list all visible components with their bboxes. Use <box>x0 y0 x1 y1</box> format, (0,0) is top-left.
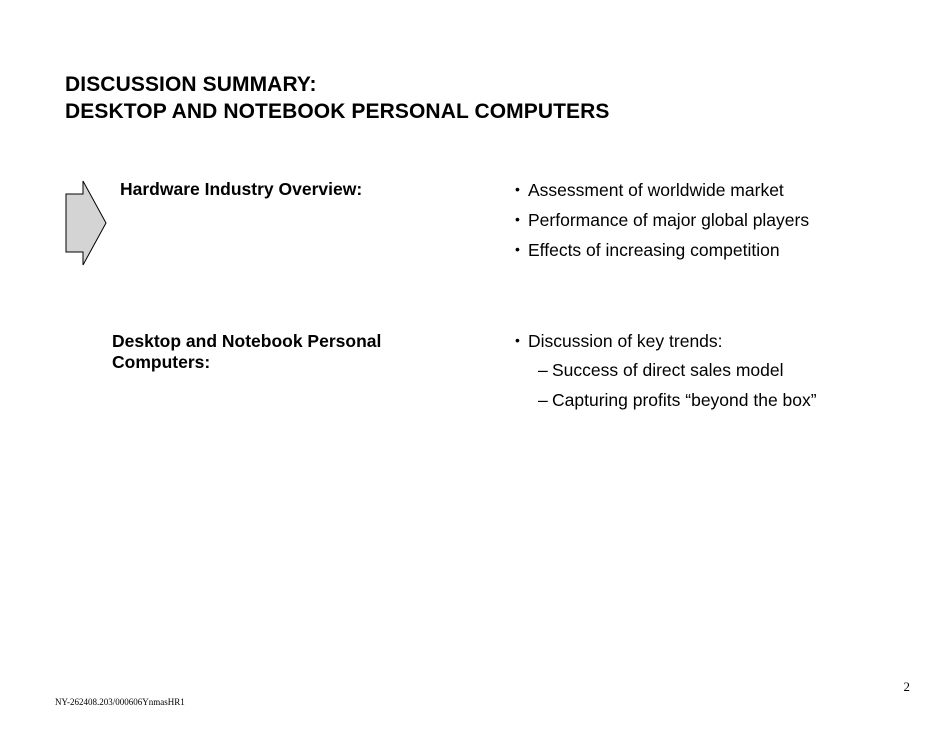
slide-title <box>65 71 610 125</box>
sub-list-item <box>515 360 817 390</box>
page-number: 2 <box>903 679 910 694</box>
bullet-text: Discussion of key trends: <box>528 331 723 351</box>
list-item <box>515 209 809 239</box>
section-heading-hardware-overview: Hardware Industry Overview: <box>120 179 363 199</box>
bullet-icon: • <box>515 181 520 197</box>
section-heading-desktop-notebook: Desktop and Notebook Personal Computers: <box>112 331 382 372</box>
sub-bullet-text: Success of direct sales model <box>552 360 784 380</box>
bullet-icon: • <box>515 211 520 227</box>
document-code: NY-262408.203/000606YnmasHR1 <box>55 697 185 707</box>
dash-icon: – <box>538 360 548 380</box>
hardware-overview-bullet-list <box>515 179 809 269</box>
slide-title-line-2: DESKTOP AND NOTEBOOK PERSONAL COMPUTERS <box>65 100 610 123</box>
list-item <box>515 330 817 360</box>
list-item <box>515 239 809 269</box>
bullet-icon: • <box>515 332 520 348</box>
sub-list-item <box>515 390 817 420</box>
list-item <box>515 179 809 209</box>
dash-icon: – <box>538 390 548 410</box>
bullet-text: Assessment of worldwide market <box>528 180 784 200</box>
bullet-text: Performance of major global players <box>528 210 810 230</box>
sub-bullet-text: Capturing profits “beyond the box” <box>552 390 817 410</box>
slide-title-line-1: DISCUSSION SUMMARY: <box>65 73 317 96</box>
bullet-icon: • <box>515 241 520 257</box>
arrow-shape <box>66 181 106 265</box>
bullet-text: Effects of increasing competition <box>528 240 780 260</box>
desktop-notebook-bullet-list <box>515 330 817 420</box>
current-section-arrow-icon <box>65 180 107 266</box>
